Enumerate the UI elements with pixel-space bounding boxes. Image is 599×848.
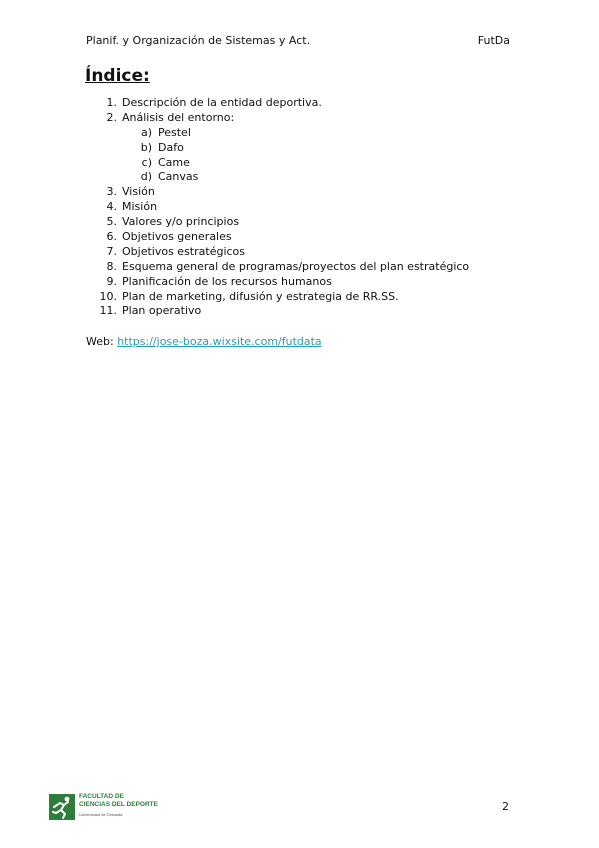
website-link[interactable]: https://jose-boza.wixsite.com/futdata [117,335,322,348]
toc-item-label: Esquema general de programas/proyectos del plan estratégico [122,259,470,273]
athlete-logo-icon [49,794,75,820]
toc-item-label: Misión [122,200,158,214]
toc-item [0,260,599,275]
toc-item-label: Plan de marketing, difusión y estrategia de RR.SS. [122,289,399,303]
toc-item-label: Visión [122,185,155,199]
toc-item-number: 5. [106,215,117,229]
toc-item-number: 10. [99,289,117,303]
toc-item-label: Objetivos estratégicos [122,244,246,258]
toc-item-label: Análisis del entorno: [122,110,235,124]
index-title: Índice: [85,66,150,86]
web-label: Web: [86,335,114,348]
toc-subitem-letter: c) [141,155,152,169]
toc-item-number: 8. [106,259,117,273]
toc-item-number: 9. [106,274,117,288]
header-project-name: FutDa [477,34,510,47]
faculty-logo [49,792,169,824]
toc-item [0,111,599,126]
page-header [86,34,510,50]
toc-item [0,96,599,111]
toc-subitem [0,156,599,171]
toc-item-label: Plan operativo [122,304,202,318]
header-course-title: Planif. y Organización de Sistemas y Act. [86,34,311,47]
logo-text [79,793,158,809]
toc-item-number: 6. [106,230,117,244]
toc-item-number: 4. [106,200,117,214]
page-number: 2 [502,800,509,813]
toc-item-label: Valores y/o principios [122,215,240,229]
logo-text-line1: FACULTAD DE [79,793,124,800]
toc-subitem [0,170,599,185]
toc-item-number: 1. [106,96,117,109]
toc-subitem-label: Pestel [158,125,191,139]
toc-item-label: Planificación de los recursos humanos [122,274,332,288]
logo-university: Universidad de Granada [79,812,123,817]
toc-subitem-letter: a) [140,125,152,139]
toc-subitem [0,126,599,141]
toc-subitem-label: Came [158,155,190,169]
toc-item [0,290,599,305]
toc-item [0,275,599,290]
toc-item [0,245,599,260]
toc-subitem-letter: b) [140,140,152,154]
toc-item-number: 2. [106,110,117,124]
toc-subitem-letter: d) [140,170,152,184]
toc-item-number: 7. [106,244,117,258]
logo-text-line2: CIENCIAS DEL DEPORTE [79,801,158,808]
toc-item-label: Descripción de la entidad deportiva. [122,96,322,109]
toc-item-number: 11. [99,304,117,318]
toc-item [0,185,599,200]
toc-item [0,304,599,319]
toc-item [0,215,599,230]
toc-subitem-label: Dafo [158,140,184,154]
toc-item-number: 3. [106,185,117,199]
toc-item [0,230,599,245]
toc-subitem-label: Canvas [158,170,199,184]
toc-subitem [0,141,599,156]
web-reference [86,335,322,348]
toc-item-label: Objetivos generales [122,230,232,244]
toc-item [0,200,599,215]
table-of-contents [0,96,599,319]
